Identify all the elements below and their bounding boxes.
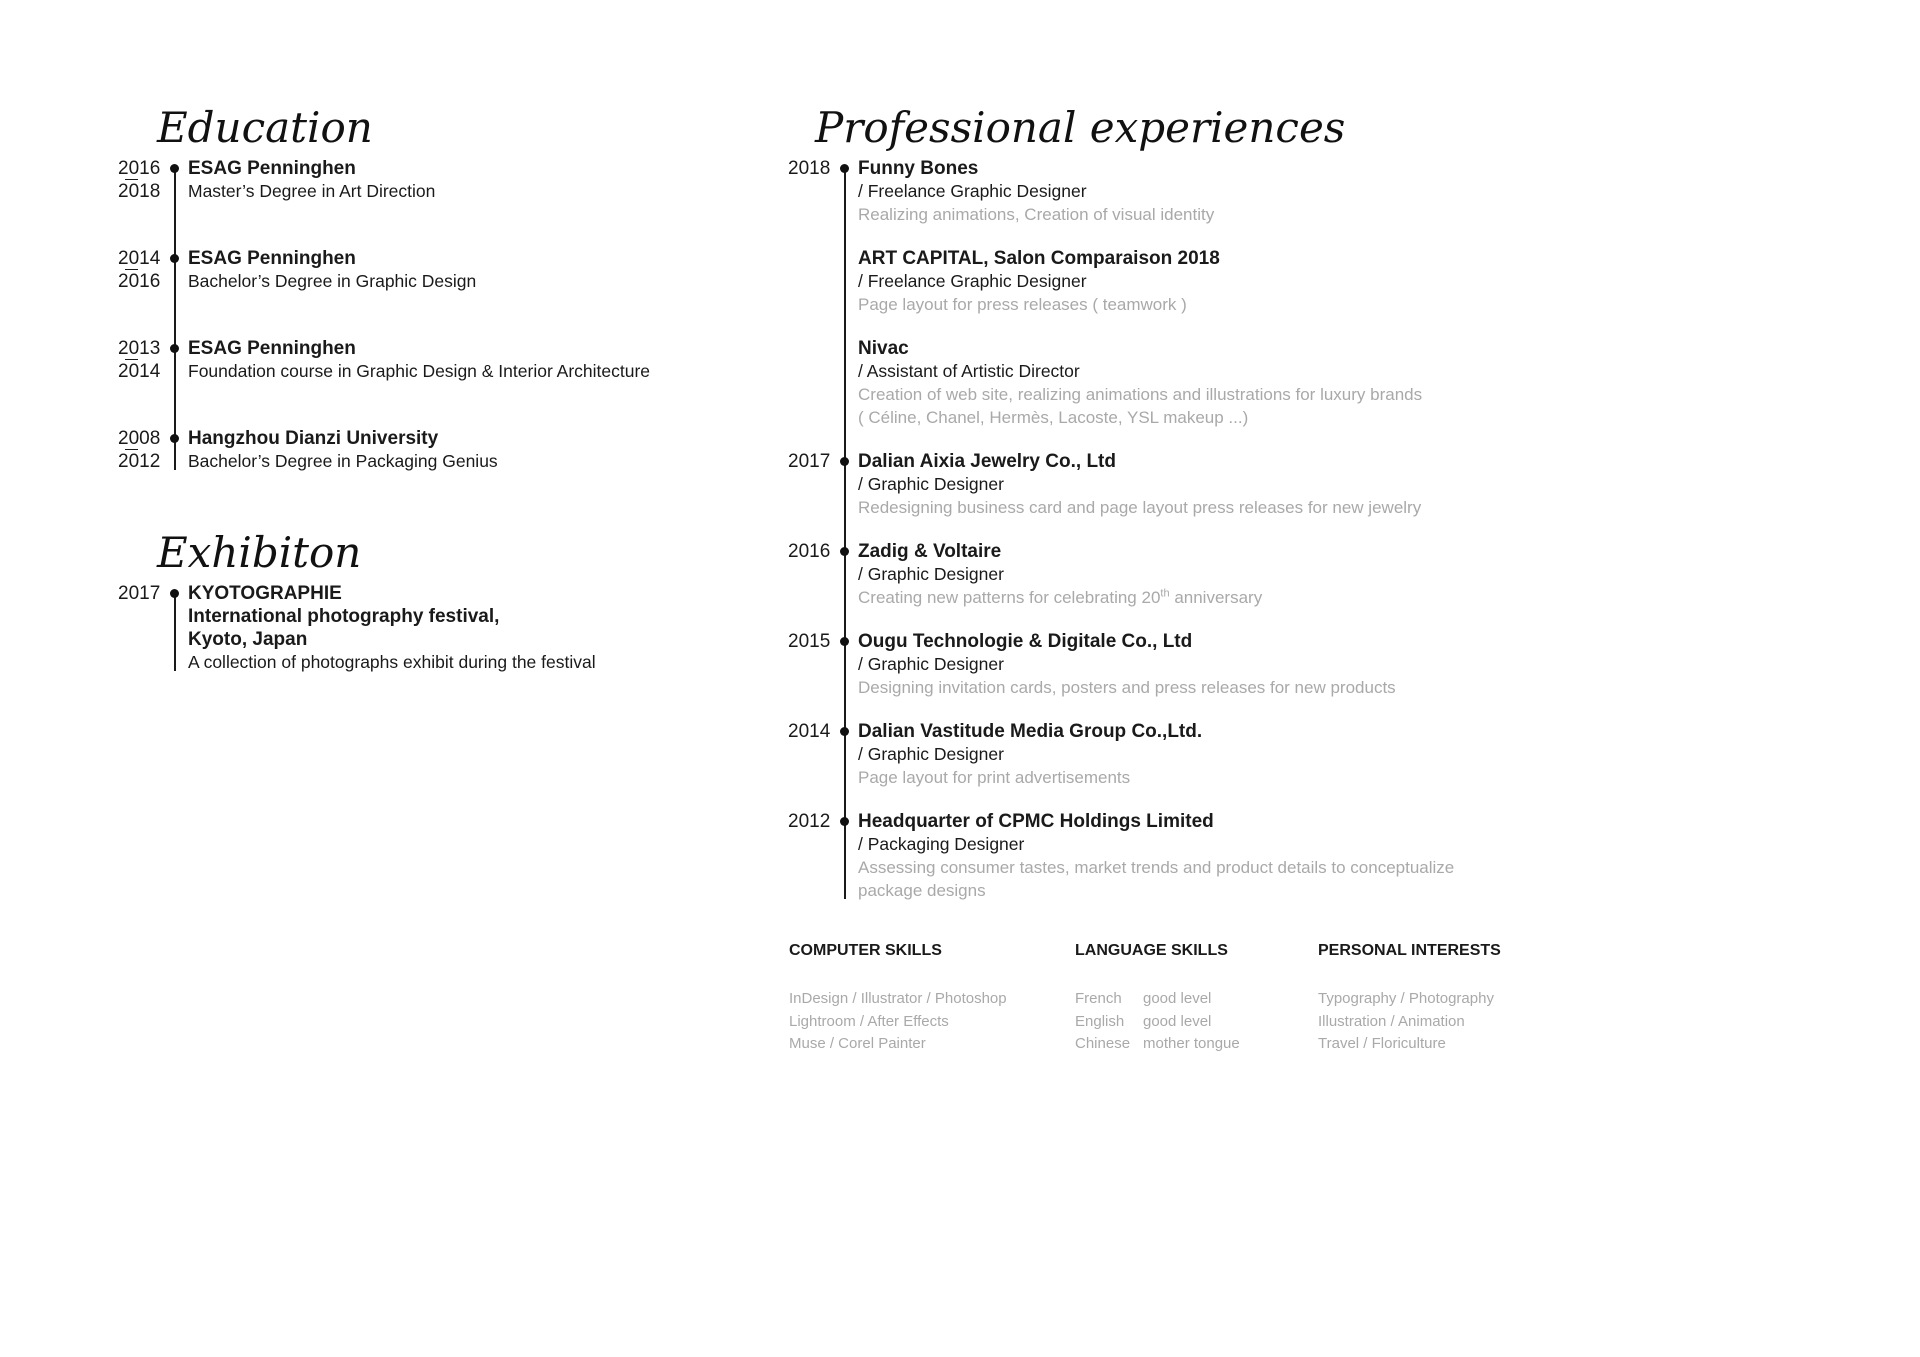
entry-year: 2017 — [788, 451, 831, 472]
year-range-dash — [125, 359, 138, 361]
experience-entry — [788, 157, 1528, 226]
job-description: Page layout for press releases ( teamwork ) — [858, 295, 1187, 314]
company-name: Nivac — [858, 338, 909, 359]
entry-year: 2012 — [788, 811, 831, 832]
language-skills-column — [1075, 942, 1318, 1056]
job-role: / Graphic Designer — [858, 744, 1004, 764]
company-name: Zadig & Voltaire — [858, 541, 1002, 562]
entry-year-range — [118, 337, 160, 383]
company-name: Funny Bones — [858, 158, 979, 179]
year-end: 2012 — [118, 451, 161, 472]
job-role: / Graphic Designer — [858, 474, 1004, 494]
year-end: 2018 — [118, 181, 161, 202]
job-description: Realizing animations, Creation of visual identity — [858, 205, 1215, 224]
job-description: package designs — [858, 881, 986, 900]
experience-entry — [788, 450, 1528, 519]
year-start: 2016 — [118, 158, 161, 179]
language-level: mother tongue — [1143, 1035, 1240, 1052]
job-description: Page layout for print advertisements — [858, 768, 1131, 787]
language-row — [1075, 1011, 1318, 1034]
exhibition-section — [118, 520, 738, 674]
timeline-dot — [840, 637, 849, 646]
timeline-dot — [170, 344, 179, 353]
entry-year: 2014 — [788, 721, 831, 742]
entry-year-range — [118, 427, 160, 473]
education-section — [118, 95, 738, 473]
professional-section — [788, 95, 1528, 902]
computer-skill-item: InDesign / Illustrator / Photoshop — [789, 990, 1007, 1007]
year-range-dash — [125, 179, 138, 181]
education-timeline — [118, 157, 738, 473]
entry-year: 2018 — [788, 158, 831, 179]
timeline-dot — [840, 164, 849, 173]
language-row — [1075, 988, 1318, 1011]
timeline-dot — [170, 164, 179, 173]
entry-year-range — [118, 157, 160, 203]
company-name: Headquarter of CPMC Holdings Limited — [858, 811, 1214, 832]
year-start: 2013 — [118, 338, 161, 359]
language-skills-header: LANGUAGE SKILLS — [1075, 942, 1228, 959]
job-role: / Assistant of Artistic Director — [858, 361, 1080, 381]
experience-entry — [788, 720, 1528, 789]
interest-item: Travel / Floriculture — [1318, 1035, 1446, 1052]
job-role: / Graphic Designer — [858, 654, 1004, 674]
job-description: Assessing consumer tastes, market trends and product details to conceptualize — [858, 858, 1455, 877]
job-description: ( Céline, Chanel, Hermès, Lacoste, YSL makeup ...) — [858, 408, 1249, 427]
job-description: Redesigning business card and page layout press releases for new jewelry — [858, 498, 1422, 517]
entry-year: 2016 — [788, 541, 831, 562]
education-entry — [118, 247, 738, 293]
experience-entry — [788, 337, 1528, 429]
timeline-dot — [840, 547, 849, 556]
job-role: / Freelance Graphic Designer — [858, 181, 1087, 201]
year-end: 2014 — [118, 361, 161, 382]
company-name: ART CAPITAL, Salon Comparaison 2018 — [858, 248, 1220, 269]
computer-skills-column — [789, 942, 1075, 1056]
company-name: Ougu Technologie & Digitale Co., Ltd — [858, 631, 1193, 652]
language-row — [1075, 1033, 1318, 1056]
year-end: 2016 — [118, 271, 161, 292]
exhibition-location: Kyoto, Japan — [188, 629, 308, 650]
exhibition-entry — [118, 582, 738, 674]
computer-skill-item: Lightroom / After Effects — [789, 1012, 949, 1030]
school-name: Hangzhou Dianzi University — [188, 428, 439, 449]
job-role: / Packaging Designer — [858, 834, 1025, 854]
degree-name: Bachelor’s Degree in Packaging Genius — [188, 451, 498, 471]
language-name: French — [1075, 990, 1122, 1007]
exhibition-section-title: Exhibiton — [157, 528, 362, 577]
experience-entry — [788, 247, 1528, 316]
ordinal-superscript: th — [1160, 587, 1170, 600]
company-name: Dalian Aixia Jewelry Co., Ltd — [858, 451, 1116, 472]
language-level: good level — [1143, 990, 1212, 1007]
language-level: good level — [1143, 1012, 1212, 1030]
degree-name: Bachelor’s Degree in Graphic Design — [188, 271, 477, 291]
education-entry — [118, 427, 738, 473]
education-entry — [118, 157, 738, 203]
company-name: Dalian Vastitude Media Group Co.,Ltd. — [858, 721, 1203, 742]
year-start: 2014 — [118, 248, 161, 269]
timeline-dot — [840, 817, 849, 826]
timeline-dot — [170, 434, 179, 443]
professional-section-title: Professional experiences — [815, 103, 1346, 152]
language-name: English — [1075, 1012, 1125, 1030]
experience-entry — [788, 630, 1528, 699]
job-description: Creation of web site, realizing animations and illustrations for luxury brands — [858, 385, 1423, 404]
education-timeline-line — [174, 166, 176, 470]
school-name: ESAG Penninghen — [188, 338, 356, 359]
degree-name: Foundation course in Graphic Design & Interior Architecture — [188, 361, 651, 381]
exhibition-detail: International photography festival, — [188, 606, 500, 627]
degree-name: Master’s Degree in Art Direction — [188, 181, 436, 201]
education-entry — [118, 337, 738, 383]
experience-entry — [788, 810, 1528, 902]
year-range-dash — [125, 269, 138, 271]
computer-skill-item: Muse / Corel Painter — [789, 1035, 926, 1052]
entry-year-range — [118, 247, 160, 293]
job-description: Creating new patterns for celebrating 20th anniversary — [858, 587, 1263, 607]
job-description: Designing invitation cards, posters and press releases for new products — [858, 678, 1396, 697]
school-name: ESAG Penninghen — [188, 248, 356, 269]
year-range-dash — [125, 449, 138, 451]
exhibition-name: KYOTOGRAPHIE — [188, 583, 342, 604]
entry-year: 2017 — [118, 583, 161, 604]
personal-interests-column — [1318, 942, 1501, 1056]
job-role: / Graphic Designer — [858, 564, 1004, 584]
year-start: 2008 — [118, 428, 161, 449]
timeline-dot — [170, 254, 179, 263]
job-role: / Freelance Graphic Designer — [858, 271, 1087, 291]
language-name: Chinese — [1075, 1035, 1131, 1052]
timeline-dot — [170, 589, 179, 598]
interest-item: Typography / Photography — [1318, 990, 1494, 1007]
skills-footer — [789, 942, 1501, 1056]
entry-year: 2015 — [788, 631, 831, 652]
interest-item: Illustration / Animation — [1318, 1012, 1465, 1030]
personal-interests-header: PERSONAL INTERESTS — [1318, 942, 1501, 959]
timeline-dot — [840, 457, 849, 466]
professional-timeline — [788, 157, 1528, 902]
timeline-dot — [840, 727, 849, 736]
computer-skills-header: COMPUTER SKILLS — [789, 942, 942, 959]
exhibition-timeline — [118, 582, 738, 674]
exhibition-description: A collection of photographs exhibit during the festival — [188, 652, 596, 672]
education-section-title: Education — [157, 103, 373, 152]
experience-entry — [788, 540, 1528, 609]
school-name: ESAG Penninghen — [188, 158, 356, 179]
